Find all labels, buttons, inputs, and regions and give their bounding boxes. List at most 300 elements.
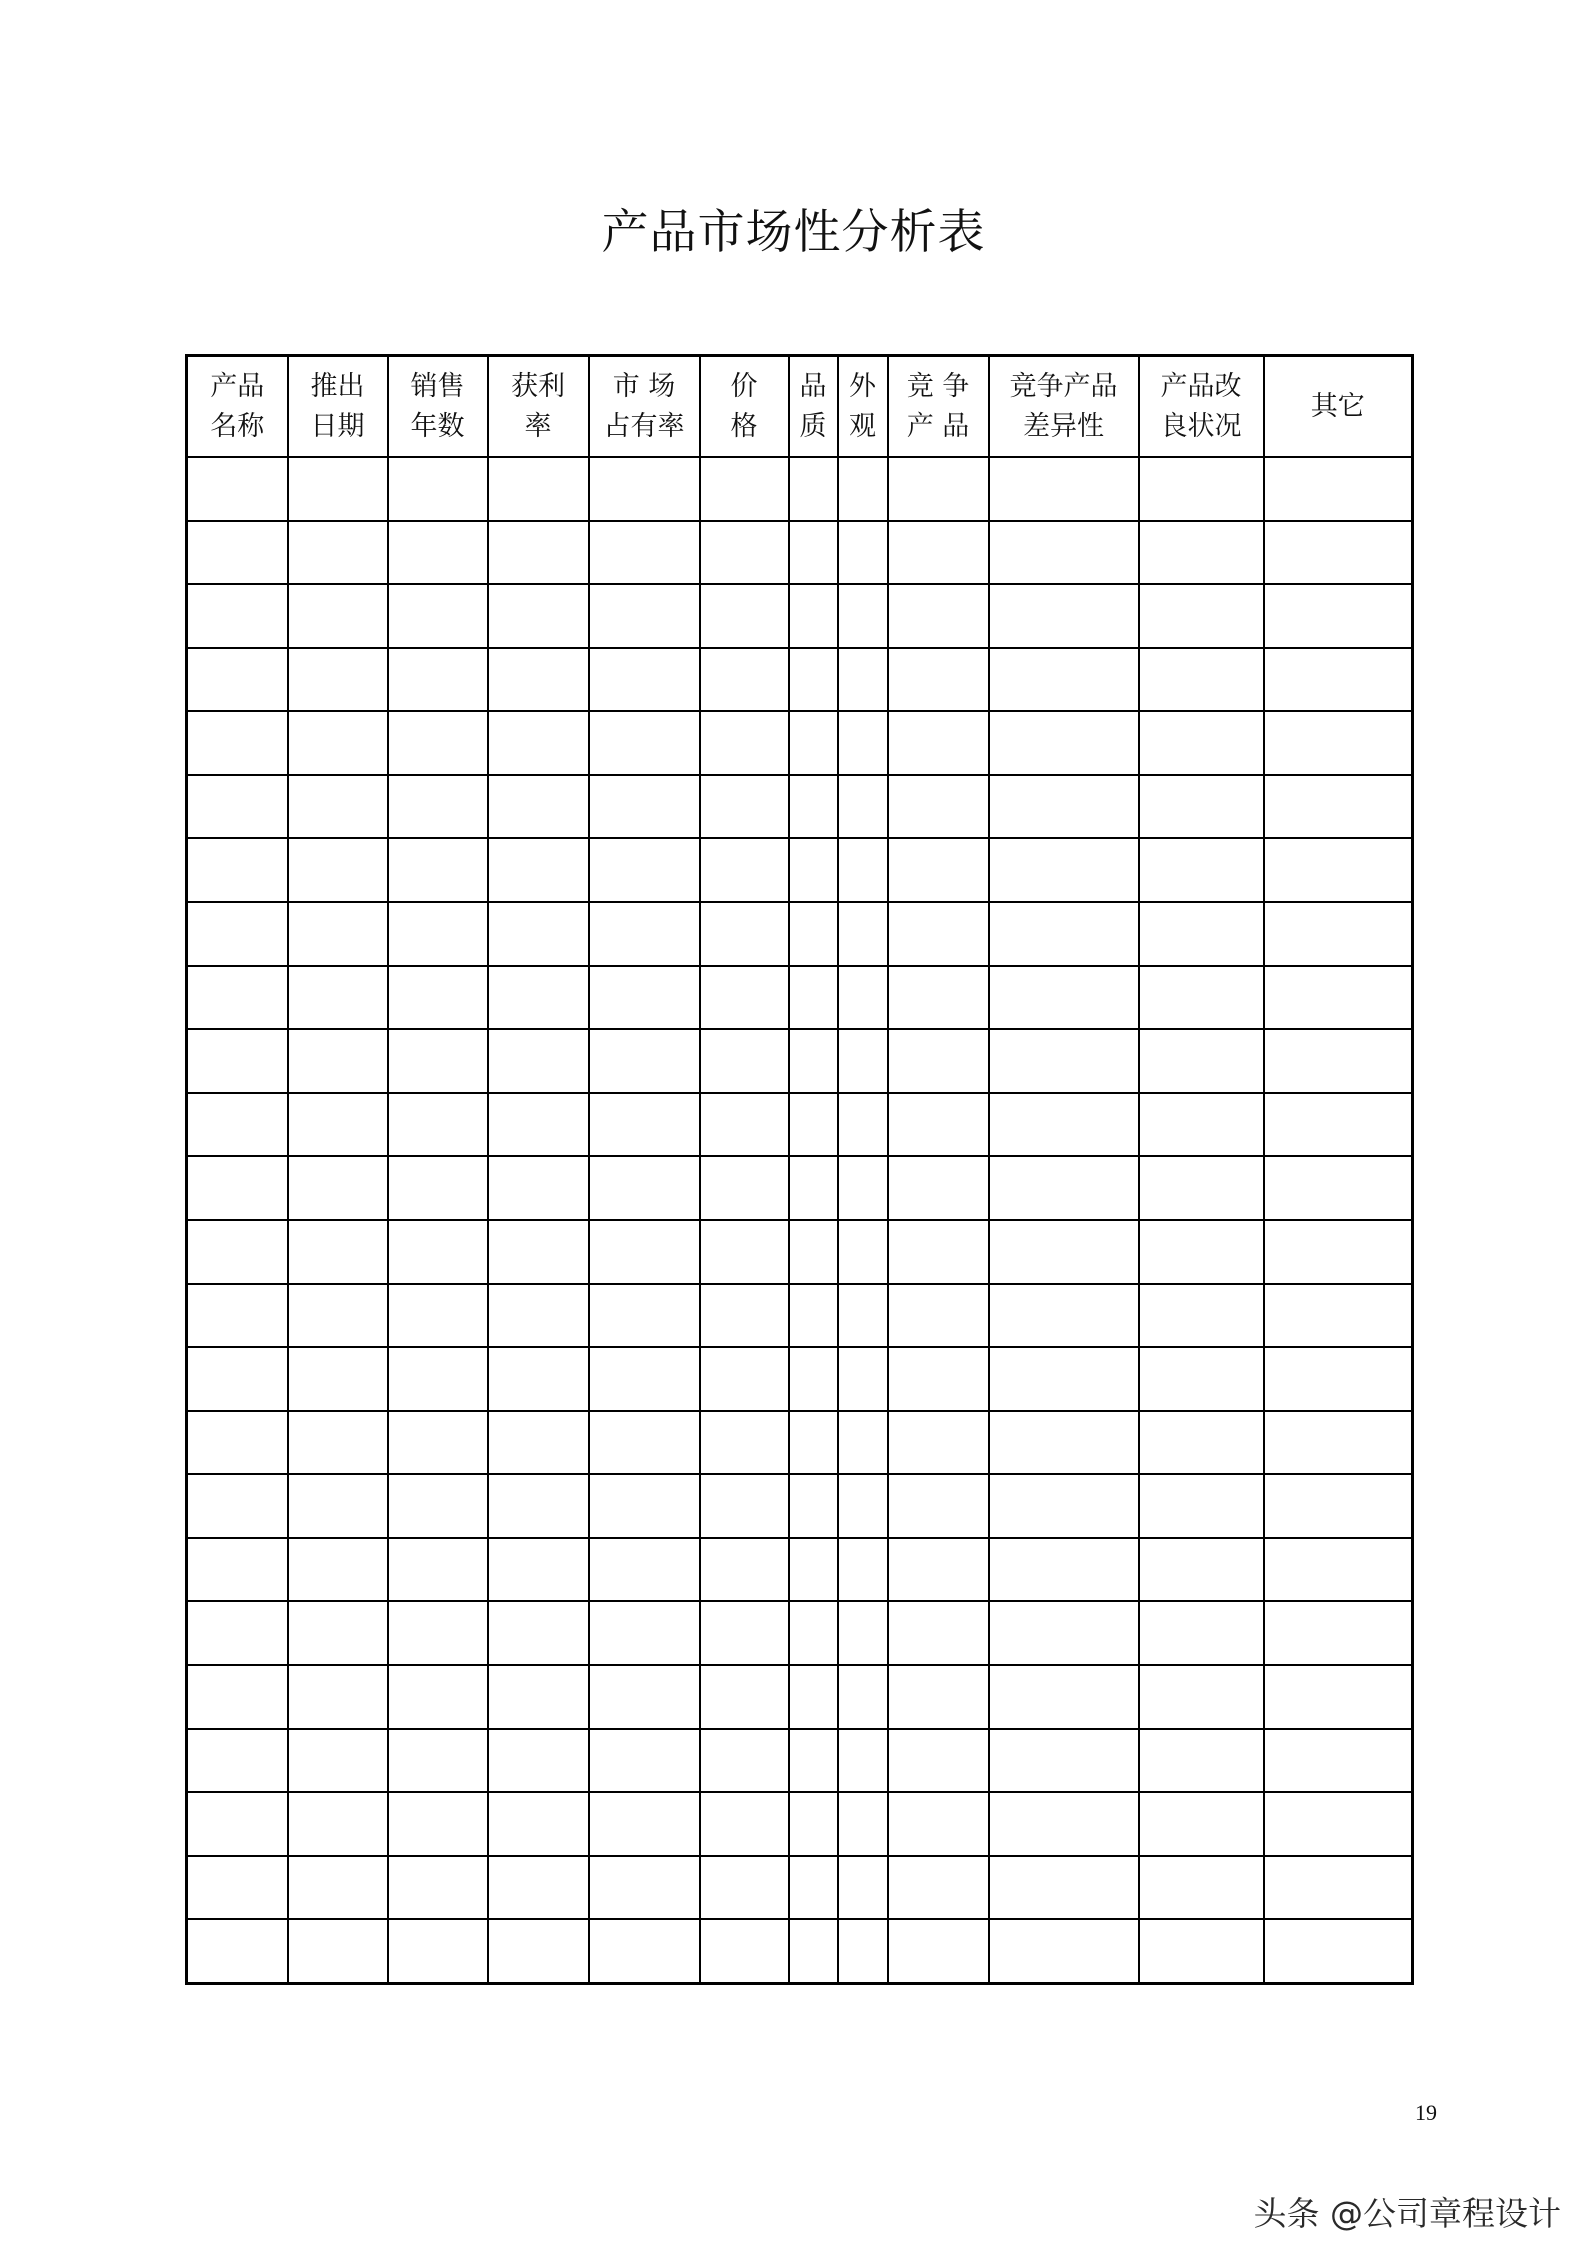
table-row: [187, 1411, 1413, 1475]
table-cell[interactable]: [488, 1792, 589, 1856]
table-cell[interactable]: [488, 775, 589, 839]
table-cell[interactable]: [700, 1029, 789, 1093]
table-cell[interactable]: [700, 584, 789, 648]
table-cell[interactable]: [789, 711, 838, 775]
table-cell[interactable]: [187, 1601, 288, 1665]
table-cell[interactable]: [1264, 1220, 1413, 1284]
table-cell[interactable]: [989, 775, 1139, 839]
table-cell[interactable]: [488, 1856, 589, 1920]
table-cell[interactable]: [1264, 1729, 1413, 1793]
table-cell[interactable]: [488, 648, 589, 712]
table-cell[interactable]: [488, 1220, 589, 1284]
table-cell[interactable]: [1139, 966, 1264, 1030]
table-cell[interactable]: [488, 1029, 589, 1093]
table-cell[interactable]: [1264, 966, 1413, 1030]
table-cell[interactable]: [187, 1729, 288, 1793]
table-cell[interactable]: [1264, 1919, 1413, 1983]
table-cell[interactable]: [187, 1474, 288, 1538]
table-cell[interactable]: [388, 457, 488, 521]
table-cell[interactable]: [488, 1347, 589, 1411]
table-cell[interactable]: [388, 1665, 488, 1729]
table-cell[interactable]: [888, 1538, 989, 1602]
table-cell[interactable]: [589, 1729, 700, 1793]
table-cell[interactable]: [589, 1856, 700, 1920]
table-cell[interactable]: [288, 1029, 388, 1093]
table-cell[interactable]: [700, 1093, 789, 1157]
table-cell[interactable]: [288, 1665, 388, 1729]
table-cell[interactable]: [1139, 838, 1264, 902]
table-cell[interactable]: [187, 1220, 288, 1284]
table-cell[interactable]: [838, 1538, 888, 1602]
table-cell[interactable]: [888, 1029, 989, 1093]
table-cell[interactable]: [888, 1792, 989, 1856]
table-cell[interactable]: [700, 1156, 789, 1220]
table-cell[interactable]: [838, 457, 888, 521]
table-cell[interactable]: [789, 1156, 838, 1220]
table-cell[interactable]: [700, 1792, 789, 1856]
table-cell[interactable]: [388, 1347, 488, 1411]
table-cell[interactable]: [700, 1665, 789, 1729]
table-cell[interactable]: [488, 1156, 589, 1220]
table-cell[interactable]: [488, 1601, 589, 1665]
table-row: [187, 1665, 1413, 1729]
table-cell[interactable]: [589, 775, 700, 839]
table-cell[interactable]: [288, 1792, 388, 1856]
table-cell[interactable]: [989, 1093, 1139, 1157]
table-cell[interactable]: [187, 584, 288, 648]
table-row: [187, 457, 1413, 521]
table-cell[interactable]: [589, 1538, 700, 1602]
table-cell[interactable]: [888, 838, 989, 902]
table-cell[interactable]: [1139, 1029, 1264, 1093]
table-cell[interactable]: [288, 1919, 388, 1983]
table-cell[interactable]: [888, 1729, 989, 1793]
table-cell[interactable]: [989, 1347, 1139, 1411]
page-title: 产品市场性分析表: [601, 205, 986, 260]
table-cell[interactable]: [838, 1093, 888, 1157]
table-cell[interactable]: [789, 1474, 838, 1538]
table-cell[interactable]: [888, 521, 989, 585]
table-cell[interactable]: [789, 584, 838, 648]
table-cell[interactable]: [989, 838, 1139, 902]
table-cell[interactable]: [1264, 1029, 1413, 1093]
table-cell[interactable]: [838, 521, 888, 585]
table-cell[interactable]: [288, 1538, 388, 1602]
table-cell[interactable]: [388, 711, 488, 775]
table-cell[interactable]: [700, 457, 789, 521]
table-cell[interactable]: [1264, 1474, 1413, 1538]
table-cell[interactable]: [700, 966, 789, 1030]
table-cell[interactable]: [1139, 711, 1264, 775]
table-cell[interactable]: [989, 584, 1139, 648]
table-cell[interactable]: [838, 1601, 888, 1665]
table-cell[interactable]: [187, 1093, 288, 1157]
table-cell[interactable]: [589, 1665, 700, 1729]
table-cell[interactable]: [989, 711, 1139, 775]
table-row: [187, 584, 1413, 648]
table-cell[interactable]: [989, 902, 1139, 966]
table-cell[interactable]: [838, 1474, 888, 1538]
table-cell[interactable]: [288, 1093, 388, 1157]
header-sales-years: 销售 年数: [388, 356, 488, 458]
table-cell[interactable]: [1264, 1665, 1413, 1729]
table-cell[interactable]: [288, 1156, 388, 1220]
table-cell[interactable]: [288, 1474, 388, 1538]
table-cell[interactable]: [700, 1919, 789, 1983]
table-cell[interactable]: [989, 1919, 1139, 1983]
table-cell[interactable]: [589, 457, 700, 521]
table-cell[interactable]: [789, 1029, 838, 1093]
table-cell[interactable]: [789, 1919, 838, 1983]
table-cell[interactable]: [989, 1538, 1139, 1602]
table-cell[interactable]: [1139, 457, 1264, 521]
table-cell[interactable]: [1264, 1792, 1413, 1856]
table-cell[interactable]: [388, 1093, 488, 1157]
table-cell[interactable]: [488, 1919, 589, 1983]
table-cell[interactable]: [989, 966, 1139, 1030]
table-cell[interactable]: [789, 1093, 838, 1157]
table-cell[interactable]: [1264, 902, 1413, 966]
table-cell[interactable]: [1139, 1601, 1264, 1665]
table-cell[interactable]: [888, 1156, 989, 1220]
table-cell[interactable]: [888, 1220, 989, 1284]
table-cell[interactable]: [838, 1729, 888, 1793]
table-cell[interactable]: [989, 1856, 1139, 1920]
table-cell[interactable]: [488, 1538, 589, 1602]
table-cell[interactable]: [589, 1411, 700, 1475]
table-cell[interactable]: [488, 966, 589, 1030]
table-row: [187, 1093, 1413, 1157]
table-cell[interactable]: [1264, 1856, 1413, 1920]
table-cell[interactable]: [700, 1474, 789, 1538]
table-cell[interactable]: [700, 1538, 789, 1602]
table-cell[interactable]: [1264, 521, 1413, 585]
table-cell[interactable]: [789, 648, 838, 712]
table-cell[interactable]: [589, 1093, 700, 1157]
table-cell[interactable]: [1264, 1538, 1413, 1602]
table-cell[interactable]: [1139, 1729, 1264, 1793]
table-cell[interactable]: [838, 1029, 888, 1093]
table-cell[interactable]: [589, 1601, 700, 1665]
table-cell[interactable]: [789, 902, 838, 966]
table-cell[interactable]: [888, 584, 989, 648]
table-cell[interactable]: [1139, 1093, 1264, 1157]
table-cell[interactable]: [700, 1411, 789, 1475]
table-cell[interactable]: [700, 1284, 789, 1348]
table-cell[interactable]: [1139, 521, 1264, 585]
table-cell[interactable]: [789, 1538, 838, 1602]
table-cell[interactable]: [187, 902, 288, 966]
table-cell[interactable]: [888, 902, 989, 966]
table-cell[interactable]: [838, 648, 888, 712]
table-cell[interactable]: [789, 1284, 838, 1348]
table-cell[interactable]: [488, 521, 589, 585]
table-cell[interactable]: [388, 1284, 488, 1348]
table-cell[interactable]: [1139, 902, 1264, 966]
table-cell[interactable]: [1264, 1347, 1413, 1411]
table-cell[interactable]: [288, 1729, 388, 1793]
table-cell[interactable]: [700, 1347, 789, 1411]
table-cell[interactable]: [700, 711, 789, 775]
table-cell[interactable]: [589, 1220, 700, 1284]
table-cell[interactable]: [838, 711, 888, 775]
table-cell[interactable]: [888, 1284, 989, 1348]
table-cell[interactable]: [187, 648, 288, 712]
table-cell[interactable]: [589, 584, 700, 648]
table-cell[interactable]: [700, 902, 789, 966]
table-cell[interactable]: [488, 711, 589, 775]
table-cell[interactable]: [789, 521, 838, 585]
table-cell[interactable]: [288, 1347, 388, 1411]
table-cell[interactable]: [388, 1538, 488, 1602]
table-cell[interactable]: [187, 1156, 288, 1220]
table-cell[interactable]: [288, 584, 388, 648]
table-cell[interactable]: [488, 1665, 589, 1729]
table-cell[interactable]: [888, 775, 989, 839]
table-cell[interactable]: [589, 1029, 700, 1093]
table-cell[interactable]: [989, 521, 1139, 585]
table-cell[interactable]: [989, 1792, 1139, 1856]
table-cell[interactable]: [989, 1474, 1139, 1538]
table-cell[interactable]: [838, 966, 888, 1030]
table-cell[interactable]: [888, 457, 989, 521]
table-cell[interactable]: [388, 902, 488, 966]
table-cell[interactable]: [700, 1729, 789, 1793]
table-cell[interactable]: [388, 775, 488, 839]
table-cell[interactable]: [1139, 1220, 1264, 1284]
table-cell[interactable]: [700, 775, 789, 839]
table-cell[interactable]: [1264, 775, 1413, 839]
table-cell[interactable]: [288, 457, 388, 521]
table-cell[interactable]: [388, 1856, 488, 1920]
table-cell[interactable]: [288, 1856, 388, 1920]
table-cell[interactable]: [1139, 1347, 1264, 1411]
table-cell[interactable]: [488, 1284, 589, 1348]
table-cell[interactable]: [1139, 1538, 1264, 1602]
table-cell[interactable]: [1264, 711, 1413, 775]
table-cell[interactable]: [388, 838, 488, 902]
table-cell[interactable]: [187, 1029, 288, 1093]
table-cell[interactable]: [989, 1029, 1139, 1093]
table-cell[interactable]: [838, 902, 888, 966]
table-cell[interactable]: [700, 1601, 789, 1665]
table-cell[interactable]: [700, 1220, 789, 1284]
table-cell[interactable]: [589, 838, 700, 902]
table-cell[interactable]: [288, 648, 388, 712]
table-cell[interactable]: [488, 457, 589, 521]
table-cell[interactable]: [989, 1665, 1139, 1729]
table-cell[interactable]: [989, 648, 1139, 712]
table-cell[interactable]: [838, 1220, 888, 1284]
table-cell[interactable]: [789, 775, 838, 839]
table-cell[interactable]: [888, 966, 989, 1030]
table-cell[interactable]: [1139, 1856, 1264, 1920]
table-cell[interactable]: [838, 1792, 888, 1856]
table-cell[interactable]: [288, 1220, 388, 1284]
table-cell[interactable]: [789, 1347, 838, 1411]
table-cell[interactable]: [1264, 584, 1413, 648]
table-cell[interactable]: [888, 1919, 989, 1983]
table-cell[interactable]: [838, 1919, 888, 1983]
table-cell[interactable]: [789, 1665, 838, 1729]
table-cell[interactable]: [488, 1474, 589, 1538]
table-cell[interactable]: [1264, 1156, 1413, 1220]
table-cell[interactable]: [488, 1729, 589, 1793]
table-cell[interactable]: [789, 966, 838, 1030]
table-cell[interactable]: [288, 1284, 388, 1348]
table-cell[interactable]: [288, 521, 388, 585]
table-cell[interactable]: [700, 838, 789, 902]
table-cell[interactable]: [789, 1220, 838, 1284]
table-cell[interactable]: [1264, 1284, 1413, 1348]
table-cell[interactable]: [388, 1411, 488, 1475]
table-cell[interactable]: [388, 1029, 488, 1093]
table-cell[interactable]: [288, 902, 388, 966]
table-cell[interactable]: [589, 902, 700, 966]
table-cell[interactable]: [838, 1284, 888, 1348]
table-cell[interactable]: [1139, 775, 1264, 839]
table-cell[interactable]: [838, 1856, 888, 1920]
table-cell[interactable]: [888, 1093, 989, 1157]
table-cell[interactable]: [388, 521, 488, 585]
table-cell[interactable]: [187, 1347, 288, 1411]
table-cell[interactable]: [838, 1665, 888, 1729]
table-cell[interactable]: [288, 1411, 388, 1475]
table-cell[interactable]: [187, 838, 288, 902]
table-cell[interactable]: [888, 1601, 989, 1665]
table-cell[interactable]: [187, 966, 288, 1030]
table-cell[interactable]: [187, 1284, 288, 1348]
table-cell[interactable]: [1139, 648, 1264, 712]
table-cell[interactable]: [1264, 1411, 1413, 1475]
table-cell[interactable]: [187, 1665, 288, 1729]
table-cell[interactable]: [589, 1156, 700, 1220]
table-cell[interactable]: [888, 648, 989, 712]
table-cell[interactable]: [187, 457, 288, 521]
table-cell[interactable]: [187, 1411, 288, 1475]
table-cell[interactable]: [1264, 1093, 1413, 1157]
table-row: [187, 1029, 1413, 1093]
table-cell[interactable]: [838, 838, 888, 902]
table-cell[interactable]: [989, 1411, 1139, 1475]
header-other: 其它: [1264, 356, 1413, 458]
table-cell[interactable]: [888, 1411, 989, 1475]
table-cell[interactable]: [388, 1601, 488, 1665]
table-cell[interactable]: [888, 1474, 989, 1538]
table-cell[interactable]: [288, 966, 388, 1030]
table-cell[interactable]: [187, 1538, 288, 1602]
table-cell[interactable]: [989, 1729, 1139, 1793]
table-cell[interactable]: [488, 838, 589, 902]
table-row: [187, 1919, 1413, 1983]
table-cell[interactable]: [187, 1919, 288, 1983]
table-cell[interactable]: [989, 1284, 1139, 1348]
table-cell[interactable]: [1139, 1284, 1264, 1348]
table-cell[interactable]: [589, 1474, 700, 1538]
table-cell[interactable]: [187, 1792, 288, 1856]
table-cell[interactable]: [838, 775, 888, 839]
table-cell[interactable]: [1139, 1919, 1264, 1983]
table-cell[interactable]: [700, 648, 789, 712]
table-cell[interactable]: [789, 1601, 838, 1665]
table-cell[interactable]: [388, 1474, 488, 1538]
table-cell[interactable]: [187, 711, 288, 775]
table-cell[interactable]: [388, 1156, 488, 1220]
table-cell[interactable]: [488, 1411, 589, 1475]
header-competing-product: 竞 争 产 品: [888, 356, 989, 458]
table-cell[interactable]: [589, 1919, 700, 1983]
table-cell[interactable]: [589, 966, 700, 1030]
table-cell[interactable]: [1139, 1156, 1264, 1220]
table-cell[interactable]: [488, 584, 589, 648]
table-cell[interactable]: [288, 1601, 388, 1665]
table-cell[interactable]: [187, 775, 288, 839]
table-cell[interactable]: [1264, 457, 1413, 521]
table-cell[interactable]: [888, 711, 989, 775]
table-cell[interactable]: [288, 711, 388, 775]
table-cell[interactable]: [838, 1411, 888, 1475]
table-cell[interactable]: [838, 584, 888, 648]
table-cell[interactable]: [888, 1347, 989, 1411]
table-cell[interactable]: [700, 521, 789, 585]
table-cell[interactable]: [388, 966, 488, 1030]
table-cell[interactable]: [888, 1665, 989, 1729]
table-cell[interactable]: [1264, 838, 1413, 902]
table-cell[interactable]: [789, 838, 838, 902]
table-cell[interactable]: [789, 1411, 838, 1475]
table-cell[interactable]: [589, 1347, 700, 1411]
table-cell[interactable]: [187, 1856, 288, 1920]
table-cell[interactable]: [789, 1729, 838, 1793]
table-cell[interactable]: [838, 1347, 888, 1411]
table-cell[interactable]: [388, 584, 488, 648]
table-cell[interactable]: [1139, 1665, 1264, 1729]
table-cell[interactable]: [838, 1156, 888, 1220]
table-cell[interactable]: [589, 711, 700, 775]
table-cell[interactable]: [288, 775, 388, 839]
table-cell[interactable]: [789, 1856, 838, 1920]
table-cell[interactable]: [589, 1792, 700, 1856]
table-cell[interactable]: [888, 1856, 989, 1920]
table-cell[interactable]: [388, 1729, 488, 1793]
table-cell[interactable]: [187, 521, 288, 585]
table-cell[interactable]: [388, 1220, 488, 1284]
table-cell[interactable]: [288, 838, 388, 902]
table-cell[interactable]: [1139, 1474, 1264, 1538]
table-cell[interactable]: [1264, 648, 1413, 712]
table-cell[interactable]: [1139, 584, 1264, 648]
table-cell[interactable]: [388, 1919, 488, 1983]
table-cell[interactable]: [388, 1792, 488, 1856]
table-cell[interactable]: [789, 1792, 838, 1856]
table-cell[interactable]: [989, 457, 1139, 521]
table-cell[interactable]: [488, 902, 589, 966]
table-cell[interactable]: [989, 1156, 1139, 1220]
table-cell[interactable]: [388, 648, 488, 712]
table-cell[interactable]: [1139, 1792, 1264, 1856]
table-cell[interactable]: [1139, 1411, 1264, 1475]
table-cell[interactable]: [1264, 1601, 1413, 1665]
table-cell[interactable]: [989, 1220, 1139, 1284]
table-cell[interactable]: [589, 1284, 700, 1348]
table-cell[interactable]: [789, 457, 838, 521]
header-launch-date: 推出 日期: [288, 356, 388, 458]
table-cell[interactable]: [589, 648, 700, 712]
table-cell[interactable]: [488, 1093, 589, 1157]
table-cell[interactable]: [700, 1856, 789, 1920]
table-cell[interactable]: [989, 1601, 1139, 1665]
table-cell[interactable]: [589, 521, 700, 585]
